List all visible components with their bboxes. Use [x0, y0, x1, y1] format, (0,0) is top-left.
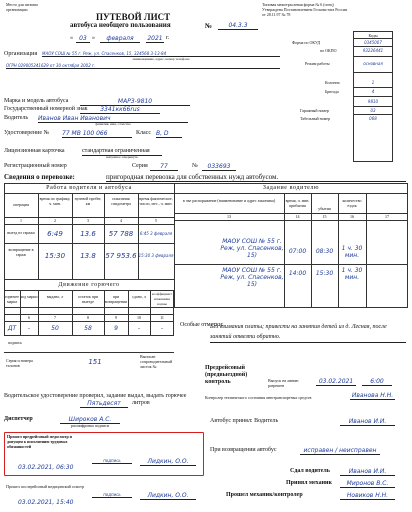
precheck-date: 03.02.2021 — [316, 378, 356, 386]
fuel-col-issued: выдано, л — [46, 294, 64, 299]
post-medical-name: Лидкин, О.О. — [140, 492, 196, 500]
fuel-amount: Пятьдесят — [80, 400, 128, 408]
work-num-2: 2 — [54, 218, 56, 223]
coupons-value: 151 — [88, 358, 102, 366]
waybill-number: 04.3.3 — [218, 22, 258, 30]
fuel-row-coef: - — [160, 325, 164, 332]
task-num-17: 17 — [385, 214, 389, 219]
fuel-col-code: код марки — [20, 294, 38, 299]
task-row-departure: 15:30 — [315, 270, 334, 277]
work-col-zero: нулевой пробег, км — [74, 196, 102, 206]
task-col-departure: убытия — [318, 206, 331, 211]
bus-brand-value: МАРЗ-9810 — [80, 98, 190, 106]
date-quote-close: » — [92, 35, 95, 41]
class-value: В, D — [156, 130, 182, 138]
tab-no-label: Табельный номер — [300, 116, 331, 121]
task-num-15: 15 — [322, 214, 327, 219]
brigade-value: 4 — [371, 89, 375, 94]
special-marks-value: Без взимания платы; привести на занятия детей из д. Лесная, после занятий отвезти обратно. — [210, 322, 406, 343]
fuel-row-departure: 58 — [84, 325, 92, 332]
accepted-label: Автобус принял: Водитель — [210, 418, 279, 424]
table-row-op: выезд из гаража — [7, 230, 35, 235]
fuel-num: 9 — [115, 315, 117, 320]
coupons-label: Серия и номера талонов — [6, 358, 33, 368]
driver-label: Водитель — [4, 115, 29, 121]
brigade-label: Бригада — [325, 89, 339, 94]
driver-hint: фамилия, имя, отчество — [95, 122, 131, 126]
work-col-operation: операция — [13, 202, 29, 207]
org-label: Организация — [4, 51, 38, 57]
task-table-title: Задание водителю — [262, 185, 320, 191]
work-num-4: 4 — [120, 218, 122, 223]
medical-datetime: 03.02.2021, 06:30 — [18, 464, 74, 471]
post-mechanic-name: Новиков Н.Н. — [340, 492, 395, 500]
page-title: ПУТЕВОЙ ЛИСТ — [96, 12, 171, 22]
fuel-table-title: Движение горючего — [58, 282, 120, 288]
medical-title: Прошел предрейсовый медосмотр и допущен к исполнению трудовых обязанностей — [7, 434, 72, 449]
fuel-num: 6 — [28, 315, 30, 320]
passed-name: Иванов И.И. — [340, 468, 395, 476]
fuel-col-return: при возвращении — [104, 294, 128, 304]
precheck-time: 6:00 — [362, 378, 392, 386]
received-name: Миронов В.С. — [340, 480, 395, 488]
task-num-14: 14 — [295, 214, 300, 219]
codes-extra-value: 9810 — [367, 99, 379, 104]
transport-label: Сведения о перевозке: — [4, 173, 75, 181]
table-row-op: возвращение в гараж — [8, 247, 34, 257]
work-num-1: 1 — [20, 218, 22, 223]
garage-no-value: 03 — [370, 108, 376, 113]
codes-header: Коды — [368, 33, 378, 38]
org-ogrn: ОГРН 029005241629 от 30 октября 2002 г. — [6, 63, 280, 69]
post-medical-label: Прошел послерейсовый медицинский осмотр — [6, 484, 84, 489]
table-row-plan: 6:49 — [47, 230, 63, 238]
work-col-plan: время по графику, ч. мин. — [39, 196, 71, 206]
return-status: исправен / неисправен — [300, 447, 380, 455]
table-row-fact: 15:30 3 февраля — [138, 253, 174, 258]
license-value: 77 МВ 100 066 — [62, 130, 132, 138]
fuel-num: 8 — [87, 315, 89, 320]
precheck-label: Предрейсовый (предвыездной) контроль — [205, 365, 248, 385]
post-medical-signature: подпись — [92, 492, 132, 498]
work-mode-value: основная — [363, 61, 383, 66]
column-label: Колонна — [325, 80, 340, 85]
accepted-name: Иванов И.И. — [340, 418, 395, 426]
table-row-zero: 13.8 — [80, 252, 96, 260]
dispatcher-hint: расшифровка подписи — [70, 423, 110, 428]
task-num-13: 13 — [227, 214, 231, 219]
fuel-num: 11 — [160, 315, 164, 320]
plate-value: 3341кк66rus — [80, 106, 160, 114]
okpo-value: 93226441 — [362, 48, 384, 53]
license-card-hint: ненужное зачеркнуть — [106, 155, 138, 159]
cross-sheet-label: Выписан сопроводительный листок № — [140, 354, 173, 369]
fuel-col-passed: сдано, л — [132, 294, 146, 299]
task-num-16: 16 — [350, 214, 354, 219]
table-row-fact: 6:45 3 февраля — [139, 231, 173, 236]
table-row-odo: 57 788 — [108, 230, 134, 238]
org-hint: наименование, адрес, номер телефона — [132, 57, 190, 61]
garage-no-label: Гаражный номер — [300, 108, 329, 113]
driver-value: Иванов Иван Иванович — [38, 115, 188, 123]
received-label: Принял механик — [286, 480, 332, 486]
table-row-zero: 13.6 — [80, 230, 96, 238]
fuel-col-mark: горючее марка — [5, 294, 19, 304]
okud-value: 0345007 — [364, 40, 382, 45]
task-row-count: 1 ч. 30 мин. — [341, 267, 363, 281]
fuel-row-issued: 50 — [51, 325, 59, 332]
reg-no-label: № — [192, 163, 198, 169]
org-value: МАОУ СОШ № 55 г. Реж, ул. Спасенков, 15, 324568 3-13-84 — [42, 51, 280, 57]
fuel-num: 10 — [137, 315, 141, 320]
task-row-departure: 08:30 — [315, 248, 334, 255]
dispatcher-name: Широков А.С. — [60, 416, 120, 424]
stamp-place-label: Место для штампа организации — [6, 2, 38, 12]
medical-name: Лидкин, О.О. — [140, 458, 196, 466]
liters-label: литров — [132, 400, 150, 406]
return-label: При возвращении автобус — [210, 447, 277, 453]
plate-label: Государственный номерной знак — [4, 106, 88, 112]
fuel-col-coef: коэффициент изменения нормы — [152, 292, 172, 306]
special-marks-label: Особые отметки: — [180, 322, 224, 328]
class-label: Класс — [136, 130, 151, 136]
work-mode-label: Режим работы — [305, 61, 330, 66]
date-year: 2021 — [147, 35, 163, 42]
task-col-arrival: время, ч. мин. прибытия — [285, 198, 310, 208]
okud-label: Форма по ОКУД — [292, 40, 321, 45]
fuel-row-passed: - — [137, 325, 141, 332]
license-card-label: Лицензионная карточка — [4, 148, 65, 154]
fuel-sign-label: подпись — [8, 340, 22, 345]
fuel-num: 7 — [54, 315, 56, 320]
post-medical-datetime: 03.02.2021, 15:40 — [18, 499, 74, 506]
license-card-value: стандартная ограниченная — [82, 148, 162, 156]
column-value: 1 — [371, 80, 375, 85]
date-month: февраля — [100, 35, 140, 43]
work-num-5: 5 — [155, 218, 157, 223]
certified-text: Водительское удостоверение проверил, задание выдал, выдать горючее — [4, 393, 187, 399]
work-table-title: Работа водителя и автобуса — [46, 185, 132, 191]
transport-value: пригородная перевозка для собственных нужд автобусом. — [106, 173, 406, 182]
task-row-customer: МАОУ СОШ № 55 г. Реж, ул. Спасенков, 15) — [220, 267, 284, 288]
work-col-fact: время фактическое, число, мес., ч. мин. — [139, 196, 173, 206]
medical-signature: подпись — [92, 458, 132, 464]
task-row-customer: МАОУ СОШ № 55 г. Реж, ул. Спасенков, 15) — [220, 238, 284, 259]
task-col-count: количество ездок — [342, 198, 362, 208]
task-row-count: 1 ч. 30 мин. — [341, 245, 363, 259]
task-col-customer: в чье распоряжение (наименование и адрес заказчика) — [182, 198, 276, 203]
date-day: 03 — [76, 35, 90, 43]
tab-no-value: 068 — [369, 116, 377, 121]
work-col-odometer: показания спидометра — [111, 196, 131, 206]
form-approval-note: Типовая межотраслевая форма № 6 (спец) Утверждена Постановлением Госкомстата России от 28.11.97 № 78 — [262, 2, 348, 17]
fuel-row-code: - — [27, 325, 31, 332]
precheck-allowed: Выпуск на линию разрешен — [268, 378, 299, 388]
fuel-col-departure: остаток при выезде — [77, 294, 99, 304]
page-subtitle: автобуса необщего пользования — [70, 21, 171, 29]
okpo-label: по ОКПО — [320, 48, 337, 53]
date-quote-open: « — [70, 35, 73, 41]
task-row-arrival: 07:00 — [288, 248, 307, 255]
task-row-arrival: 14:00 — [288, 270, 307, 277]
post-mechanic-label: Прошел механик/контролер — [226, 492, 303, 498]
license-label: Удостоверение № — [4, 130, 50, 136]
reg-number-label: Регистрационный номер — [4, 163, 67, 169]
dispatcher-label: Диспетчер — [4, 416, 33, 422]
series-label: Серия — [132, 163, 148, 169]
work-num-3: 3 — [87, 218, 89, 223]
fuel-row-return: 9 — [114, 325, 118, 332]
date-year-suffix: г. — [166, 35, 170, 41]
controller-name: Иванова Н.Н. — [351, 392, 394, 399]
bus-brand-label: Марка и модель автобуса — [4, 98, 69, 104]
number-label: № — [205, 22, 213, 30]
table-row-plan: 15:30 — [44, 252, 66, 260]
controller-label: Контролер технического состояния автотранспортных средств — [205, 395, 312, 400]
fuel-row-mark: ДТ — [7, 325, 17, 332]
table-row-odo: 57 953.6 — [105, 252, 137, 260]
series-value: 77 — [150, 163, 178, 171]
reg-no-value: 033693 — [202, 163, 236, 171]
passed-label: Сдал водитель — [290, 468, 330, 474]
